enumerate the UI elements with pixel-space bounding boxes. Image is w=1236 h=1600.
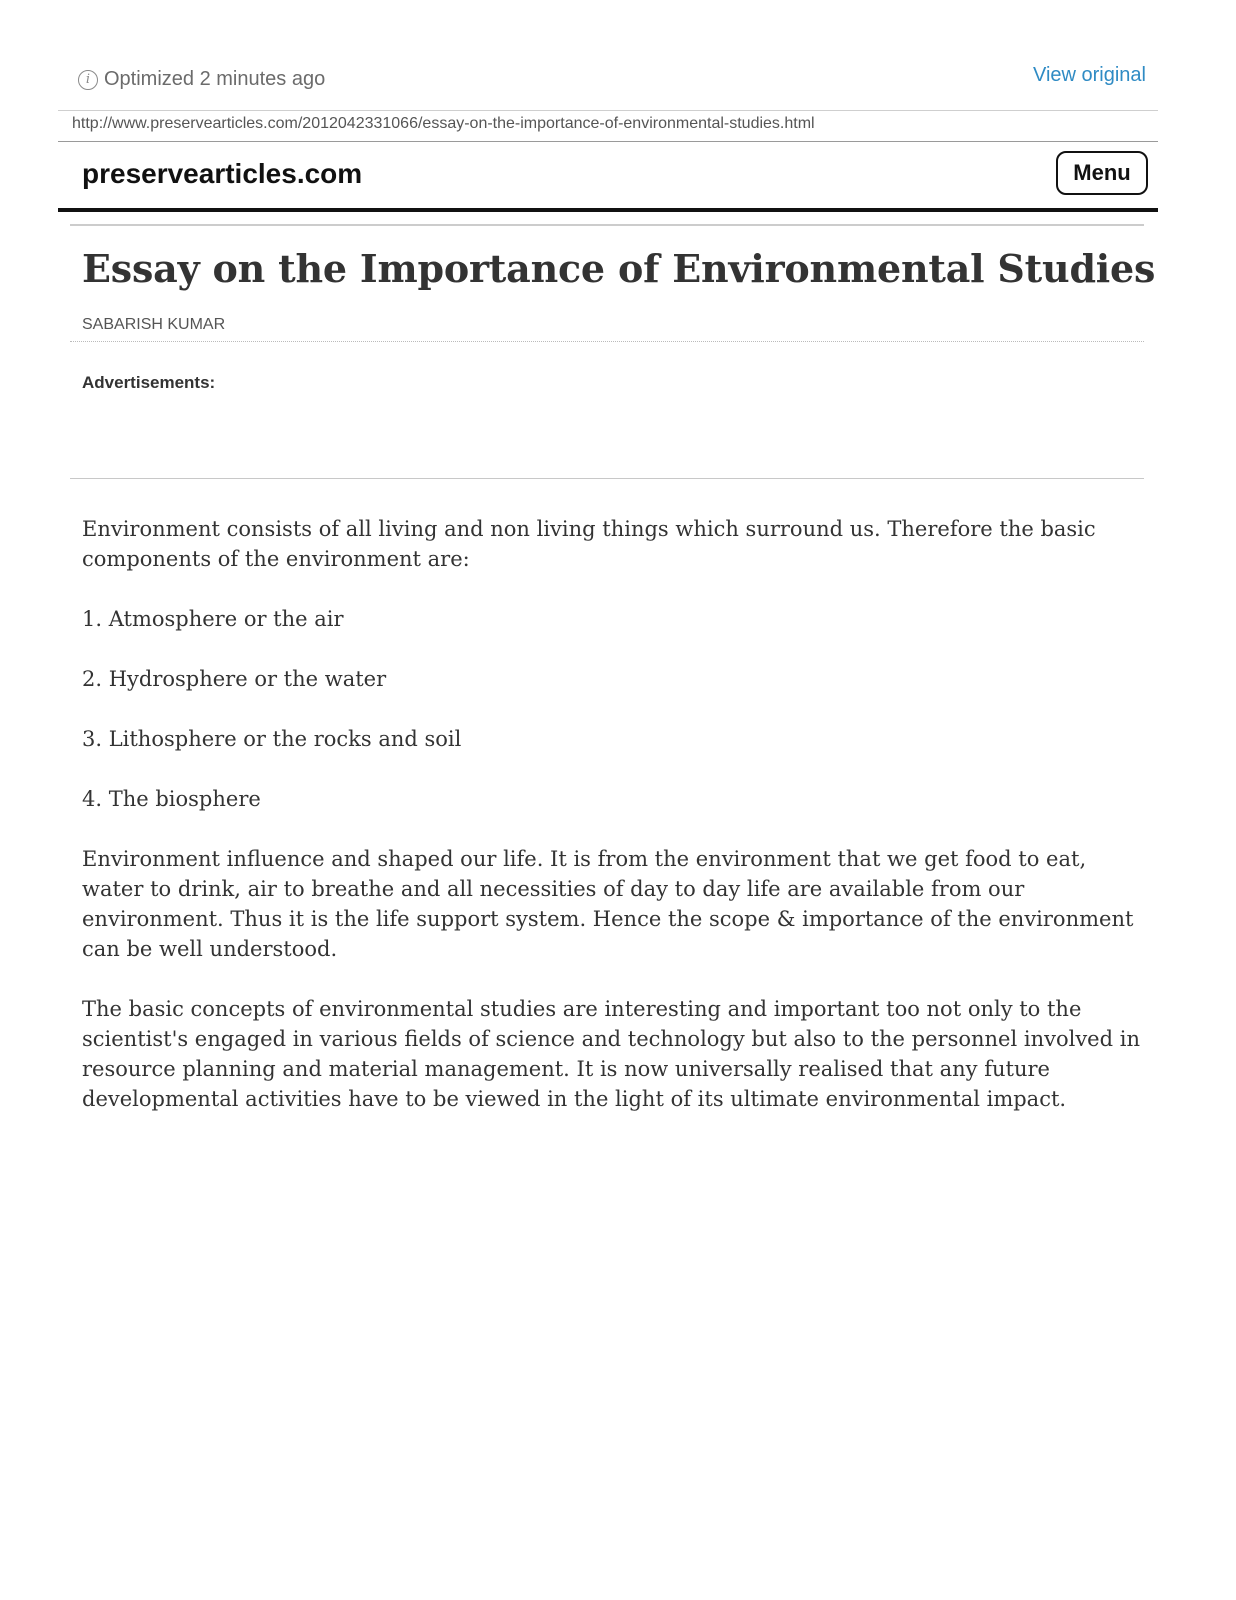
- menu-button[interactable]: Menu: [1056, 151, 1148, 195]
- article-paragraph: Environment consists of all living and non living things which surround us. Therefore the basic components of the environment are:: [82, 517, 1096, 571]
- page-title: Essay on the Importance of Environmental Studies: [82, 246, 1156, 291]
- info-icon: i: [78, 70, 98, 90]
- list-item: 2. Hydrosphere or the water: [82, 667, 387, 691]
- optimized-status: [78, 68, 325, 91]
- list-item: 4. The biosphere: [82, 787, 261, 811]
- list-item: 3. Lithosphere or the rocks and soil: [82, 727, 462, 751]
- optimized-text: Optimized 2 minutes ago: [104, 68, 326, 90]
- view-original-link[interactable]: View original: [1032, 64, 1146, 86]
- title-divider: [70, 224, 1144, 226]
- article-paragraph: Environment influence and shaped our life. It is from the environment that we get food to eat, water to drink, air to breathe and all necessities of day to day life are available from our environment. Thus it is the life support system. Hence the scope & importance of the environment can be well understood.: [82, 847, 1134, 961]
- author-divider: [70, 341, 1144, 342]
- ads-divider: [70, 478, 1144, 479]
- page-url: http://www.preservearticles.com/2012042331066/essay-on-the-importance-of-environmental-studies.html: [72, 115, 815, 132]
- site-name[interactable]: preservearticles.com: [82, 158, 363, 189]
- article-body: [82, 514, 1142, 1144]
- list-item: 1. Atmosphere or the air: [82, 607, 344, 631]
- optimization-bar: [58, 62, 1158, 111]
- url-bar: [58, 111, 1158, 142]
- ads-label: Advertisements:: [82, 373, 216, 392]
- article-paragraph: The basic concepts of environmental studies are interesting and important too not only to the scientist's engaged in various fields of science and technology but also to the personnel involved in resource planning and material management. It is now universally realised that any future developmental activities have to be viewed in the light of its ultimate environmental impact.: [82, 997, 1140, 1111]
- site-header: [58, 142, 1158, 212]
- author-name: SABARISH KUMAR: [82, 316, 226, 333]
